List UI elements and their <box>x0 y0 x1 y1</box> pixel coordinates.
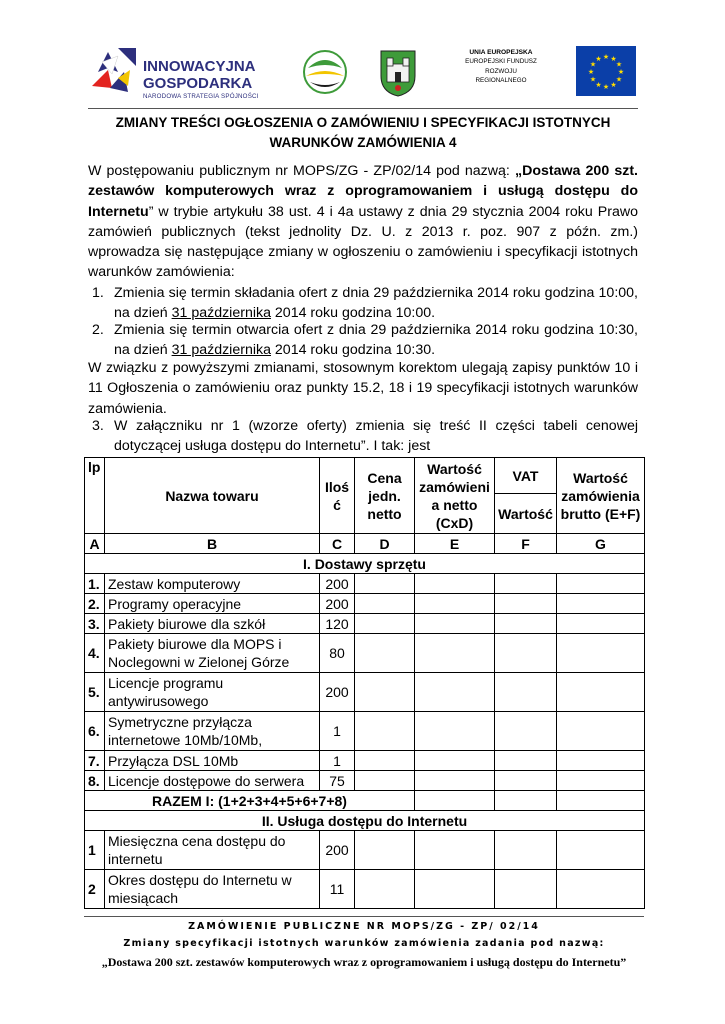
eu-star-icon: ★ <box>610 82 617 89</box>
green-swoosh-emblem-icon <box>302 48 348 96</box>
ue-title: UNIA EUROPEJSKA <box>469 49 533 56</box>
table-row <box>85 614 645 634</box>
row-name: Przyłącza DSL 10Mb <box>105 751 320 771</box>
header-unit-price: Cena jedn. netto <box>355 458 415 534</box>
change-date: 31 października <box>171 342 271 359</box>
row-qty: 200 <box>320 673 355 712</box>
row-lp: 6. <box>85 712 105 751</box>
row-name: Pakiety biurowe dla MOPS i Noclegowni w Zielonej Górze <box>105 634 320 673</box>
eu-star-icon: ★ <box>595 82 602 89</box>
row-lp: 2. <box>85 594 105 614</box>
ig-logo-subtitle: NARODOWA STRATEGIA SPÓJNOŚCI <box>143 93 259 100</box>
header-qty: Iloś ć <box>320 458 355 534</box>
ig-logo-line1: INNOWACYJNA <box>143 58 256 75</box>
change-item-2 <box>88 320 638 361</box>
row-lp: 7. <box>85 751 105 771</box>
letter-cell: G <box>557 534 645 554</box>
intro-text-rest: ” w trybie artykułu 38 ust. 4 i 4a ustawy z dnia 29 stycznia 2004 roku Prawo zamówień publicznych (tekst jednolity Dz. U. z 2013 r. poz. 907 z późn. zm.) wprowadza się następujące zmiany w ogłoszeniu o zamówieniu i specyfikacji istotnych warunków zamówienia: <box>88 203 638 281</box>
table-row <box>85 870 645 909</box>
footer-contract-name: „Dostawa 200 szt. zestawów komputerowych wraz z oprogramowaniem i usługą dostępu do Internetu” <box>101 955 627 969</box>
page-title <box>88 113 638 153</box>
table-row <box>85 751 645 771</box>
city-coat-of-arms-icon <box>378 48 418 98</box>
row-qty: 1 <box>320 751 355 771</box>
letter-cell: B <box>105 534 320 554</box>
header-lp: lp <box>85 458 105 534</box>
ig-logo-name <box>143 58 256 92</box>
row-name: Licencje programu antywirusowego <box>105 673 320 712</box>
intro-contract-name: „Dostawa 200 szt. zestawów komputerowych wraz z oprogramowaniem i usługą dostępu do Internetu <box>88 163 638 220</box>
change-date: 31 października <box>171 305 271 322</box>
innowacyjna-gospodarka-logo <box>88 42 288 102</box>
row-name: Licencje dostępowe do serwera <box>105 771 320 791</box>
row-lp: 1 <box>85 831 105 870</box>
row-qty: 11 <box>320 870 355 909</box>
header-net-value: Wartość zamówieni a netto (CxD) <box>415 458 495 534</box>
section-heading: II. Usługa dostępu do Internetu <box>85 811 645 831</box>
footer-divider <box>84 916 644 917</box>
row-qty: 200 <box>320 594 355 614</box>
eu-star-icon: ★ <box>602 84 610 91</box>
eu-star-icon: ★ <box>587 69 595 76</box>
change-text-end: 2014 roku godzina 10:30. <box>270 342 436 359</box>
eu-star-icon: ★ <box>610 56 617 63</box>
change-number: 1. <box>92 285 104 301</box>
row-name: Miesięczna cena dostępu do internetu <box>105 831 320 870</box>
change-text: Zmienia się termin składania ofert z dnia 29 października 2014 roku godzina 10:00, na dzień <box>114 285 638 322</box>
intro-text: W postępowaniu publicznym nr MOPS/ZG - ZP/02/14 pod nazwą: <box>88 163 515 179</box>
row-lp: 5. <box>85 673 105 712</box>
eu-flag-icon <box>576 46 636 96</box>
change-item-1 <box>88 283 638 324</box>
header-vat: VAT <box>495 458 557 494</box>
letter-cell: D <box>355 534 415 554</box>
header-gross: Wartość zamówienia brutto (E+F) <box>557 458 645 534</box>
row-qty: 80 <box>320 634 355 673</box>
row-qty: 1 <box>320 712 355 751</box>
letters-row <box>85 534 645 554</box>
eu-star-icon: ★ <box>617 69 625 76</box>
logo-bar <box>88 38 638 106</box>
change-text: W załączniku nr 1 (wzorze oferty) zmienia się treść II części tabeli cenowej dotyczącej usługa dostępu do Internetu”. I tak: jest <box>114 418 638 455</box>
eu-star-icon: ★ <box>589 61 597 69</box>
header-divider <box>88 108 638 109</box>
change-text: Zmienia się termin otwarcia ofert z dnia 29 października 2014 roku godzina 10:30, na dzień <box>114 322 638 359</box>
letter-cell: A <box>85 534 105 554</box>
total-row-label: RAZEM I: (1+2+3+4+5+6+7+8) <box>85 791 415 811</box>
row-lp: 2 <box>85 870 105 909</box>
table-row <box>85 634 645 673</box>
change-number: 3. <box>92 418 104 434</box>
ue-fund-line2: ROZWOJU REGIONALNEGO <box>475 67 527 85</box>
row-qty: 200 <box>320 574 355 594</box>
row-qty: 200 <box>320 831 355 870</box>
table-row <box>85 574 645 594</box>
section-heading: I. Dostawy sprzętu <box>85 554 645 574</box>
page-title-line2: WARUNKÓW ZAMÓWIENIA 4 <box>269 135 457 150</box>
eu-star-icon: ★ <box>615 76 623 84</box>
header-vat-value: Wartość <box>495 494 557 534</box>
ig-star-icon <box>88 42 138 102</box>
table-row <box>85 831 645 870</box>
intro-paragraph <box>88 161 638 283</box>
eu-star-icon: ★ <box>595 56 602 63</box>
price-table <box>84 457 645 909</box>
change-number: 2. <box>92 322 104 338</box>
letter-cell: F <box>495 534 557 554</box>
footer-subtitle: Zmiany specyfikacji istotnych warunków zamówienia zadania pod nazwą: <box>123 938 605 949</box>
eu-star-icon: ★ <box>615 61 623 69</box>
row-lp: 8. <box>85 771 105 791</box>
table-row <box>85 712 645 751</box>
letter-cell: C <box>320 534 355 554</box>
row-lp: 3. <box>85 614 105 634</box>
eu-star-icon: ★ <box>602 54 610 61</box>
eu-star-icon: ★ <box>589 76 597 84</box>
page-title-line1: ZMIANY TREŚCI OGŁOSZENIA O ZAMÓWIENIU I SPECYFIKACJI ISTOTNYCH <box>115 115 611 130</box>
letter-cell: E <box>415 534 495 554</box>
row-name: Zestaw komputerowy <box>105 574 320 594</box>
row-qty: 75 <box>320 771 355 791</box>
row-name: Symetryczne przyłącza internetowe 10Mb/10Mb, <box>105 712 320 751</box>
row-name: Programy operacyjne <box>105 594 320 614</box>
row-lp: 1. <box>85 574 105 594</box>
row-name: Pakiety biurowe dla szkół <box>105 614 320 634</box>
ue-text-block <box>463 48 539 94</box>
row-name: Okres dostępu do Internetu w miesiącach <box>105 870 320 909</box>
footer-reference: ZAMÓWIENIE PUBLICZNE NR MOPS/ZG - ZP/ 02/14 <box>188 921 540 932</box>
change-item-3 <box>88 416 638 457</box>
row-lp: 4. <box>85 634 105 673</box>
ue-fund-line1: EUROPEJSKI FUNDUSZ <box>465 58 537 66</box>
consequence-paragraph: W związku z powyższymi zmianami, stosownym korektom ulegają zapisy punktów 10 i 11 Ogłoszenia o zamówieniu oraz punkty 15.2, 18 i 19 specyfikacji istotnych warunków zamówienia. <box>88 360 638 417</box>
header-name: Nazwa towaru <box>105 458 320 534</box>
table-row <box>85 771 645 791</box>
row-qty: 120 <box>320 614 355 634</box>
table-row <box>85 594 645 614</box>
ig-logo-line2: GOSPODARKA <box>143 75 253 92</box>
table-row <box>85 673 645 712</box>
change-text-end: 2014 roku godzina 10:00. <box>270 305 436 322</box>
